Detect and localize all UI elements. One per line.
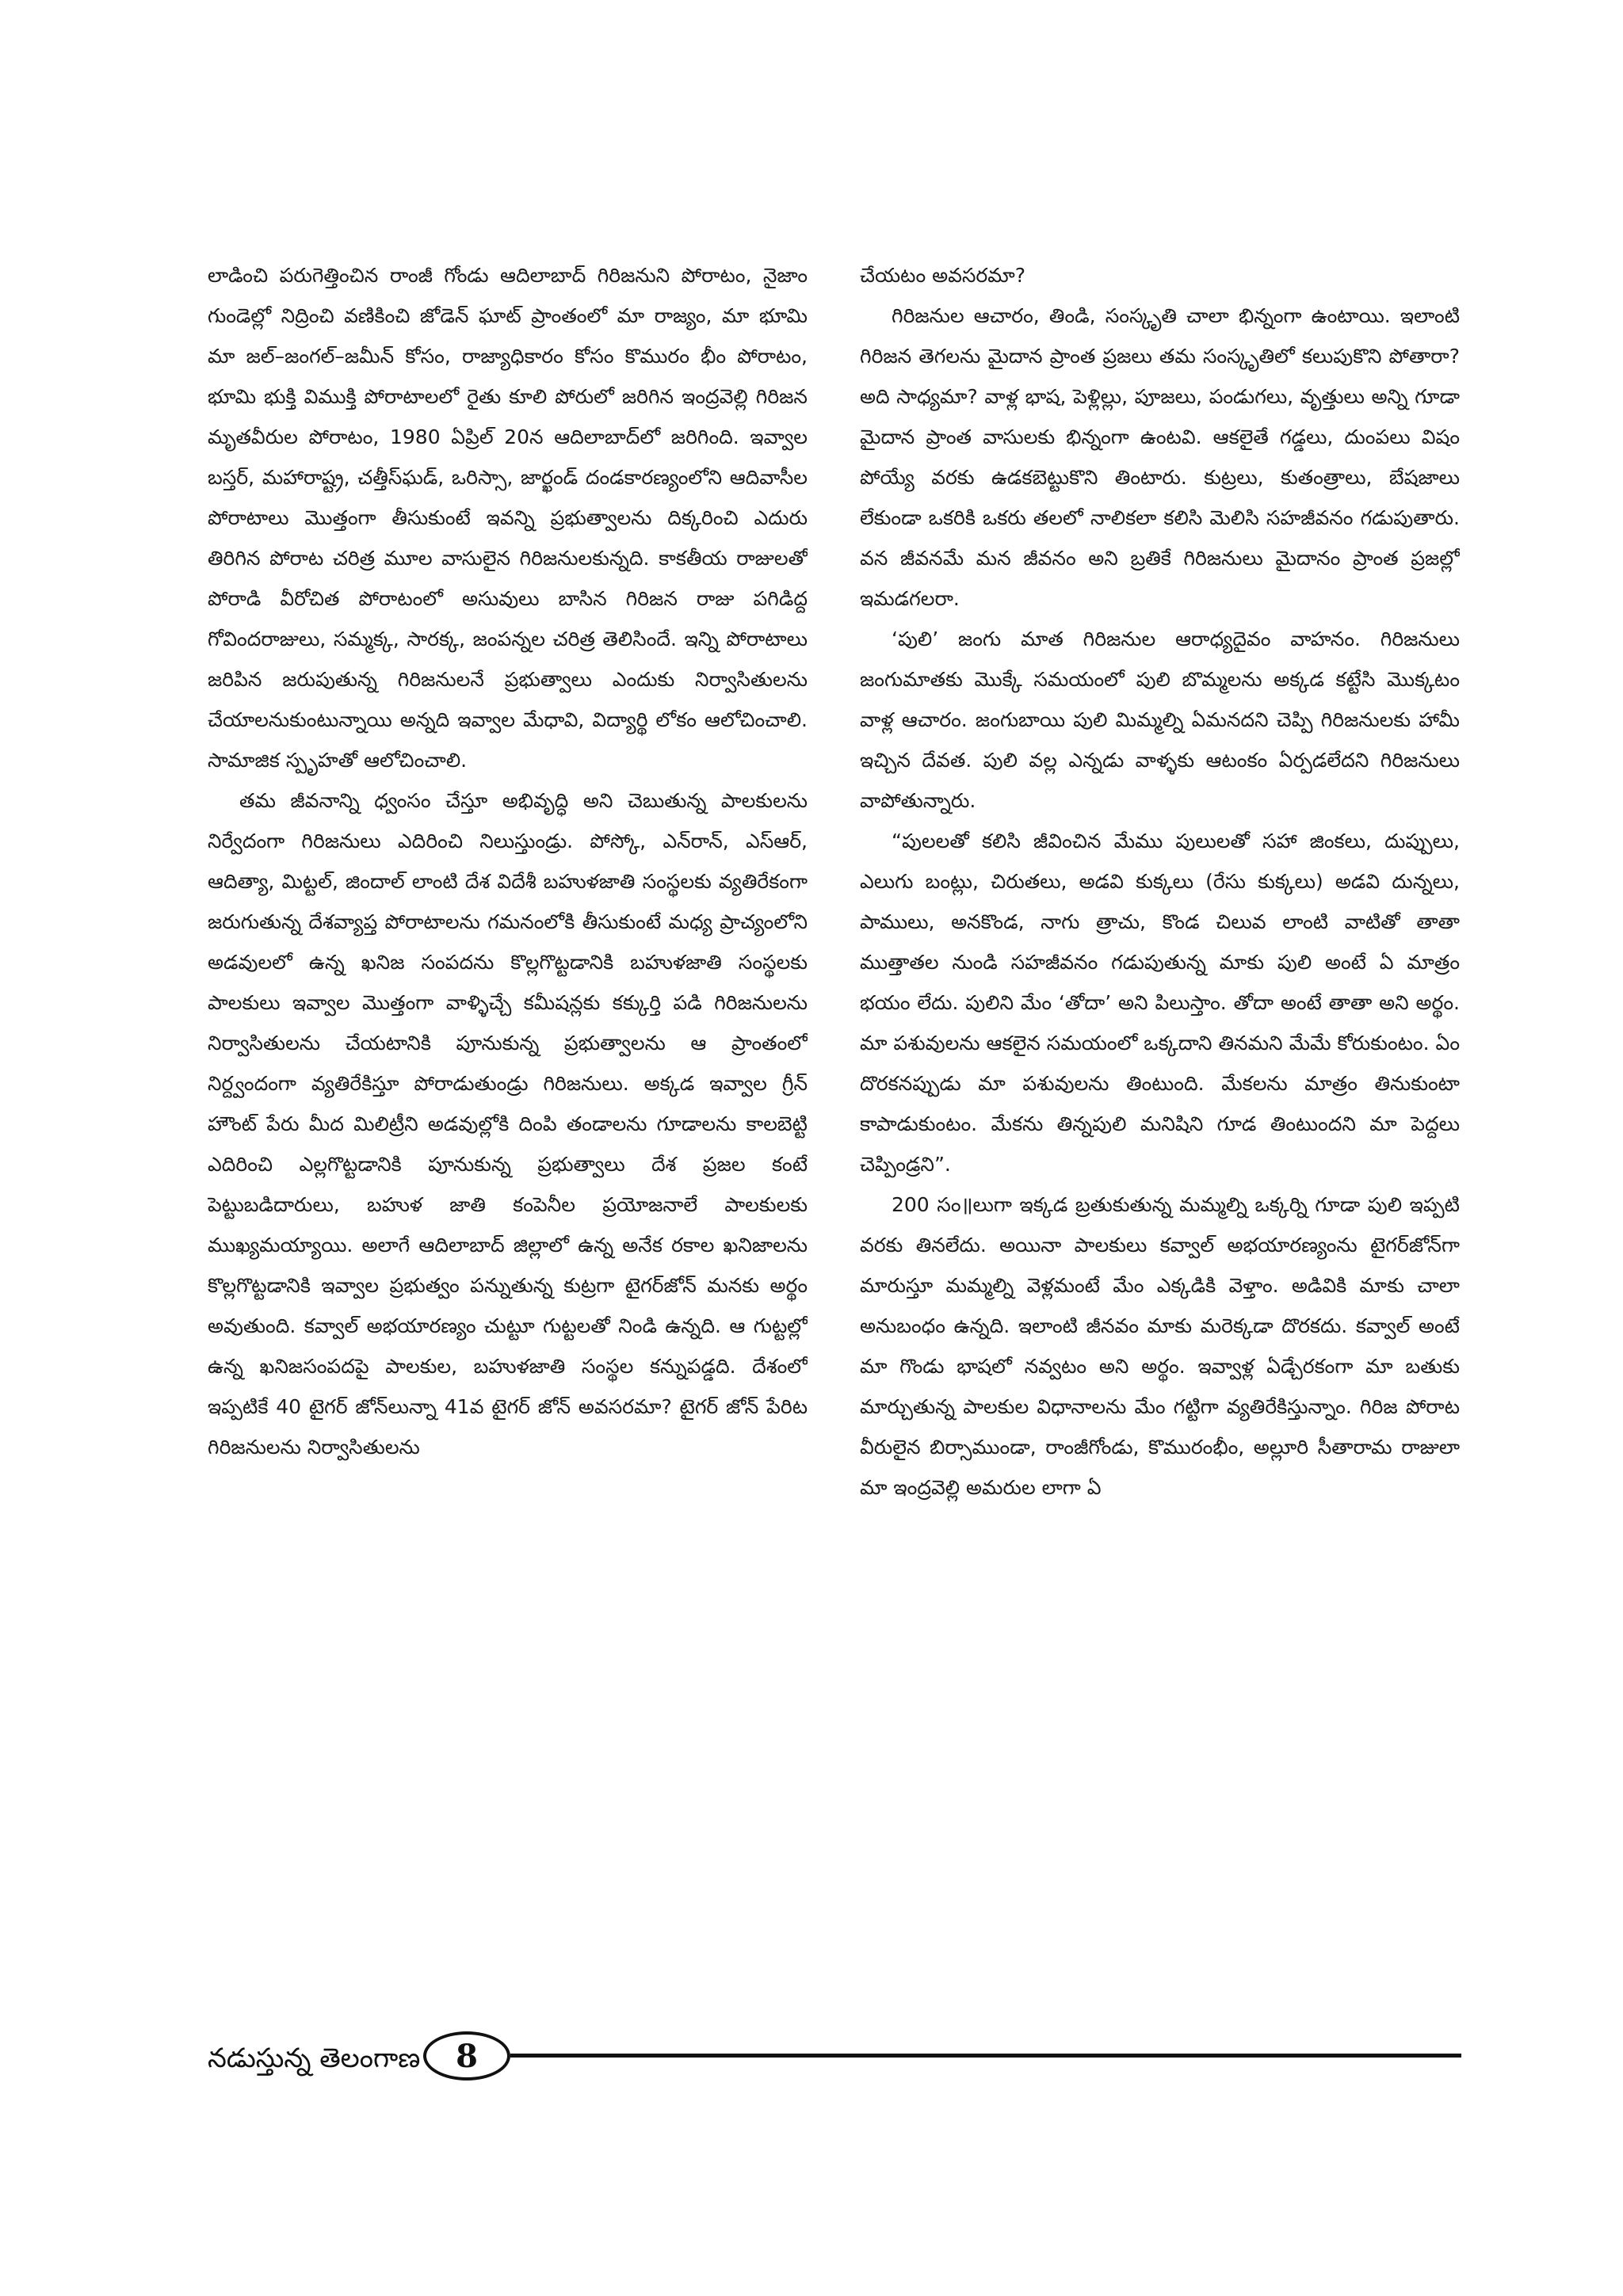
- left-column: [208, 255, 808, 2044]
- footer-rule: [510, 2054, 1461, 2058]
- paragraph: ‘పులి’ జంగు మాత గిరిజనుల ఆరాధ్యదైవం వాహనం. గిరిజనులు జంగుమాతకు మొక్కే సమయంలో పులి బొమ్మలను అక్కడ కట్టేసి మొక్కటం వాళ్ల ఆచారం. జంగుబాయి పులి మిమ్మల్ని ఏమనదని చెప్పి గిరిజనులకు హామీ ఇచ్చిన దేవత. పులి వల్ల ఎన్నడు వాళ్ళకు ఆటంకం ఏర్పడలేదని గిరిజనులు వాపోతున్నారు.: [860, 627, 1460, 812]
- paragraph: తమ జీవనాన్ని ధ్వంసం చేస్తూ అభివృద్ధి అని చెబుతున్న పాలకులను నిర్వేదంగా గిరిజనులు ఎదిరించి నిలుస్తుండ్రు. పోస్కో, ఎన్‌రాన్, ఎస్‌ఆర్, ఆదిత్యా, మిట్టల్, జిందాల్ లాంటి దేశ విదేశీ బహుళజాతి సంస్థలకు వ్యతిరేకంగా జరుగుతున్న దేశవ్యాప్త పోరాటాలను గమనంలోకి తీసుకుంటే మధ్య ప్రాచ్యంలోని అడవులలో ఉన్న ఖనిజ సంపదను కొల్లగొట్టడానికి బహుళజాతి సంస్థలకు పాలకులు ఇవ్వాల మొత్తంగా వాళ్ళిచ్చే కమీషన్లకు కక్కుర్తి పడి గిరిజనులను నిర్వాసితులను చేయటానికి పూనుకున్న ప్రభుత్వాలను ఆ ప్రాంతంలో నిర్ద్వందంగా వ్యతిరేకిస్తూ పోరాడుతుండ్రు గిరిజనులు. అక్కడ ఇవ్వాల గ్రీన్ హౌంట్ పేరు మీద మిలిట్రీని అడవుల్లోకి దింపి తండాలను గూడాలను కాలబెట్టి ఎదిరించి ఎల్లగొట్టడానికి పూనుకున్న ప్రభుత్వాలు దేశ ప్రజల కంటే పెట్టుబడిదారులు, బహుళ జాతి కంపెనీల ప్రయోజనాలే పాలకులకు ముఖ్యమయ్యాయి. అలాగే ఆదిలాబాద్ జిల్లాలో ఉన్న అనేక రకాల ఖనిజాలను కొల్లగొట్టడానికి ఇవ్వాల ప్రభుత్వం పన్నుతున్న కుట్రగా టైగర్‌జోన్ మనకు అర్థం అవుతుంది. కవ్వాల్ అభయారణ్యం చుట్టూ గుట్టలతో నిండి ఉన్నది. ఆ గుట్టల్లో ఉన్న ఖనిజసంపదపై పాలకుల, బహుళజాతి సంస్థల కన్నుపడ్డది. దేశంలో ఇప్పటికే 40 టైగర్ జోన్‌లున్నా 41వ టైగర్ జోన్ అవసరమా? టైగర్ జోన్ పేరిట గిరిజనులను నిర్వాసితులను: [208, 789, 808, 1459]
- paragraph: చేయటం అవసరమా?: [860, 264, 1025, 287]
- paragraph: లాడించి పరుగెత్తించిన రాంజీ గోండు ఆదిలాబాద్ గిరిజనుని పోరాటం, నైజాం గుండెల్లో నిద్రించి వణికించి జోడెన్ ఘాట్ ప్రాంతంలో మా రాజ్యం, మా భూమి మా జల్–జంగల్–జమీన్ కోసం, రాజ్యాధికారం కోసం కొమురం భీం పోరాటం, భూమి భుక్తి విముక్తి పోరాటాలలో రైతు కూలి పోరులో జరిగిన ఇంద్రవెల్లి గిరిజన మృతవీరుల పోరాటం, 1980 ఏప్రిల్ 20న ఆదిలాబాద్‌లో జరిగింది. ఇవ్వాల బస్తర్, మహారాష్ట్ర, చత్తీస్‌ఘడ్, ఒరిస్సా, జార్ఖండ్ దండకారణ్యంలోని ఆదివాసీల పోరాటాలు మొత్తంగా తీసుకుంటే ఇవన్ని ప్రభుత్వాలను దిక్కరించి ఎదురు తిరిగిన పోరాట చరిత్ర మూల వాసులైన గిరిజనులకున్నది. కాకతీయ రాజులతో పోరాడి వీరోచిత పోరాటంలో అసువులు బాసిన గిరిజన రాజు పగిడిద్ద గోవిందరాజులు, సమ్మక్క, సారక్క, జంపన్నల చరిత్ర తెలిసిందే. ఇన్ని పోరాటాలు జరిపిన జరుపుతున్న గిరిజనులనే ప్రభుత్వాలు ఎందుకు నిర్వాసితులను చేయాలనుకుంటున్నాయి అన్నది ఇవ్వాల మేధావి, విద్యార్థి లోకం ఆలోచించాలి. సామాజిక స్పృహతో ఆలోచించాలి.: [208, 264, 808, 772]
- page-number: 8: [423, 2031, 510, 2081]
- paragraph: గిరిజనుల ఆచారం, తిండి, సంస్కృతి చాలా భిన్నంగా ఉంటాయి. ఇలాంటి గిరిజన తెగలను మైదాన ప్రాంత ప్రజలు తమ సంస్కృతిలో కలుపుకొని పోతారా? అది సాధ్యమా? వాళ్ల భాష, పెళ్లిల్లు, పూజలు, పండుగలు, వృత్తులు అన్ని గూడా మైదాన ప్రాంత వాసులకు భిన్నంగా ఉంటవి. ఆకలైతే గడ్డలు, దుంపలు విషం పోయ్యే వరకు ఉడకబెట్టుకొని తింటారు. కుట్రలు, కుతంత్రాలు, బేషజాలు లేకుండా ఒకరికి ఒకరు తలలో నాలికలా కలిసి మెలిసి సహజీవనం గడుపుతారు. వన జీవనమే మన జీవనం అని బ్రతికే గిరిజనులు మైదానం ప్రాంత ప్రజల్లో ఇమడగలరా.: [860, 304, 1460, 610]
- right-column: [860, 255, 1460, 2044]
- paragraph: “పులలతో కలిసి జీవించిన మేము పులులతో సహా జింకలు, దుప్పులు, ఎలుగు బంట్లు, చిరుతలు, అడవి కుక్కలు (రేసు కుక్కలు) అడవి దున్నలు, పాములు, అనకొండ, నాగు త్రాచు, కొండ చిలువ లాంటి వాటితో తాతా ముత్తాతల నుండి సహజీవనం గడుపుతున్న మాకు పులి అంటే ఏ మాత్రం భయం లేదు. పులిని మేం ‘తోదా’ అని పిలుస్తాం. తోదా అంటే తాతా అని అర్థం. మా పశువులను ఆకలైన సమయంలో ఒక్కదాని తినమని మేమే కోరుకుంటం. ఏం దొరకనప్పుడు మా పశువులను తింటుంది. మేకలను మాత్రం తినుకుంటా కాపాడుకుంటం. మేకను తిన్నపులి మనిషిని గూడ తింటుందని మా పెద్దలు చెప్పిండ్రని”.: [860, 830, 1460, 1176]
- page-footer: [208, 2027, 1461, 2090]
- paragraph: 200 సం॥లుగా ఇక్కడ బ్రతుకుతున్న మమ్మల్ని ఒక్కర్ని గూడా పులి ఇప్పటి వరకు తినలేదు. అయినా పాలకులు కవ్వాల్ అభయారణ్యంను టైగర్‌జోన్‌గా మారుస్తూ మమ్మల్ని వెళ్లమంటే మేం ఎక్కడికి వెళ్తాం. అడివికి మాకు చాలా అనుబంధం ఉన్నది. ఇలాంటి జీనవం మాకు మరెక్కడా దొరకదు. కవ్వాల్ అంటే మా గొండు భాషలో నవ్వటం అని అర్థం. ఇవ్వాళ్ల ఏడ్చేరకంగా మా బతుకు మార్చుతున్న పాలకుల విధానాలను మేం గట్టిగా వ్యతిరేకిస్తున్నాం. గిరిజ పోరాట వీరులైన బిర్సాముండా, రాంజీగోండు, కొమురంభీం, అల్లూరి సీతారామ రాజులా మా ఇంద్రవెల్లి అమరుల లాగా ఏ: [860, 1193, 1460, 1499]
- magazine-title: నడుస్తున్న తెలంగాణ: [208, 2042, 421, 2074]
- article-body: [208, 255, 1460, 2044]
